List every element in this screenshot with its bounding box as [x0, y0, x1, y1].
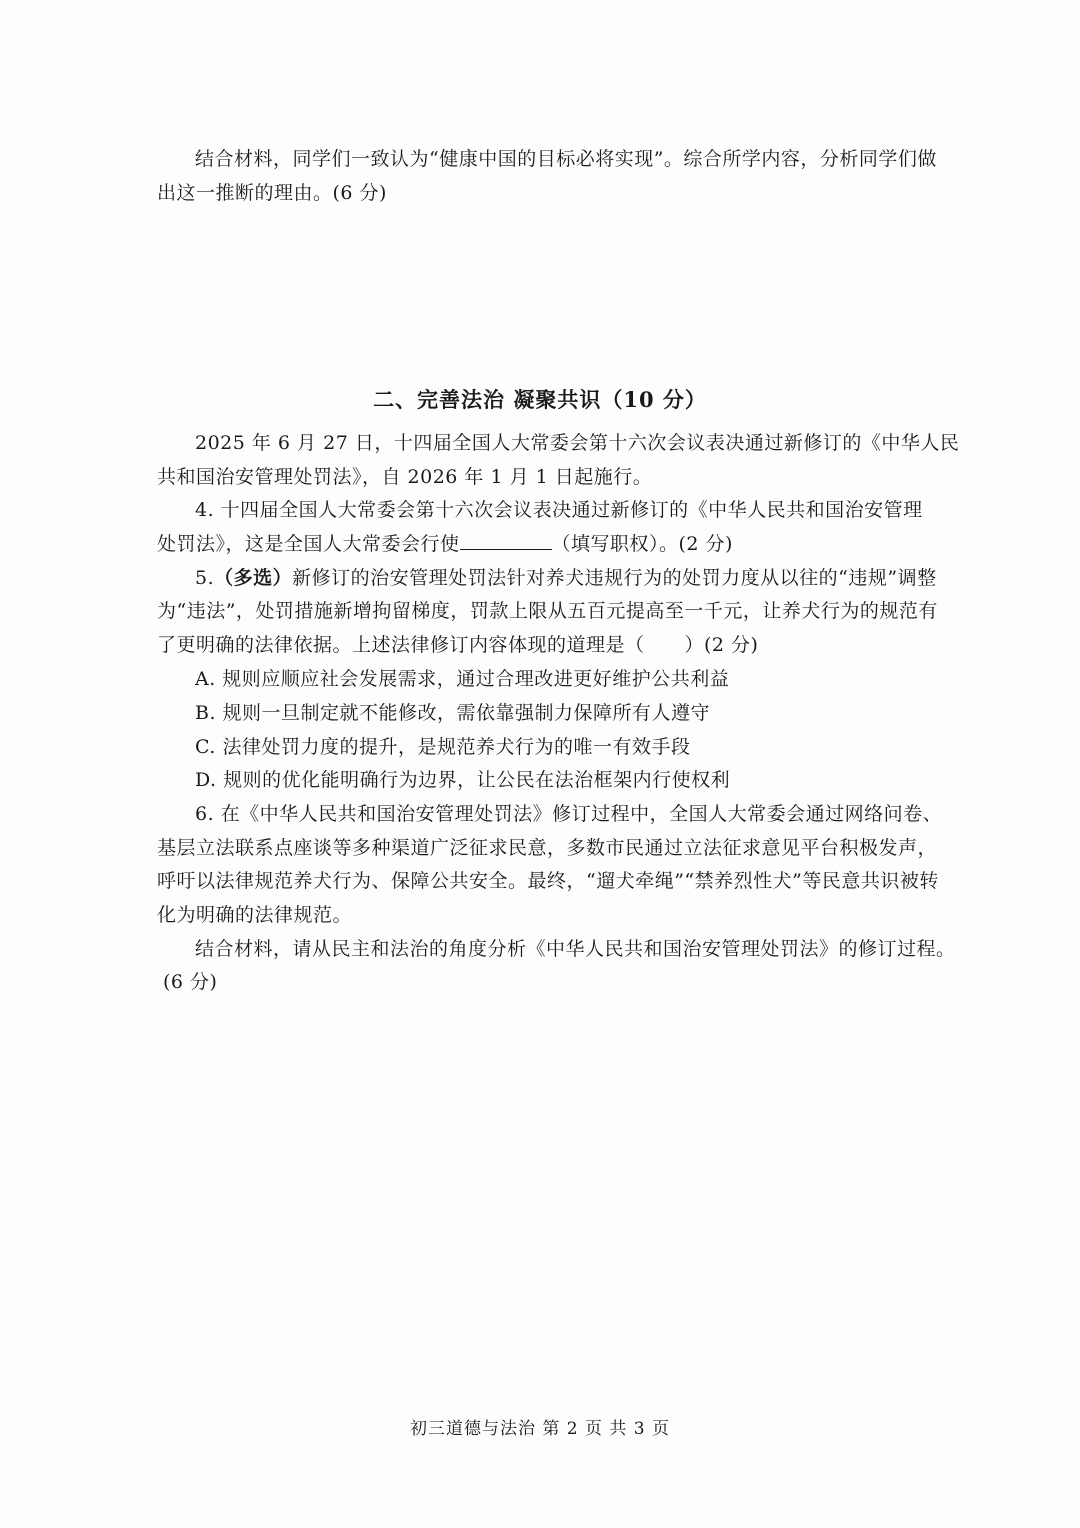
page-footer: 初三道德与法治 第 2 页 共 3 页 — [409, 1419, 671, 1439]
q4-line-2-post: （填写职权）。(2 分) — [551, 533, 733, 555]
q6-prompt-line-2: (6 分) — [163, 971, 218, 993]
q5-option-d: D. 规则的优化能明确行为边界，让公民在法治框架内行使权利 — [195, 769, 731, 791]
material-line-2: 共和国治安管理处罚法》，自 2026 年 1 月 1 日起施行。 — [157, 466, 653, 488]
q6-prompt-line-1: 结合材料，请从民主和法治的角度分析《中华人民共和国治安管理处罚法》的修订过程。 — [195, 938, 956, 960]
q4-line-2 — [157, 531, 733, 557]
q5-number: 5. — [195, 567, 215, 589]
q3-prompt-line-2: 出这一推断的理由。(6 分) — [157, 182, 387, 204]
q6-line-1: 6. 在《中华人民共和国治安管理处罚法》修订过程中，全国人大常委会通过网络问卷、 — [195, 803, 943, 825]
q4-line-2-pre: 处罚法》，这是全国人大常委会行使 — [157, 533, 460, 555]
q4-line-1: 4. 十四届全国人大常委会第十六次会议表决通过新修订的《中华人民共和国治安管理 — [195, 499, 923, 521]
q4-answer-blank[interactable] — [460, 531, 552, 550]
q5-option-c: C. 法律处罚力度的提升，是规范养犬行为的唯一有效手段 — [195, 736, 691, 758]
q5-line-1 — [195, 565, 937, 591]
q6-line-3: 呼吁以法律规范养犬行为、保障公共安全。最终，“遛犬牵绳”“禁养烈性犬”等民意共识被转 — [157, 870, 939, 892]
q5-line-3-post: ）(2 分) — [684, 634, 759, 656]
q6-line-4: 化为明确的法律规范。 — [157, 904, 353, 926]
section-2-heading: 二、完善法治 凝聚共识（10 分） — [373, 387, 707, 412]
q5-line-2: 为“违法”，处罚措施新增拘留梯度，罚款上限从五百元提高至一千元，让养犬行为的规范有 — [157, 600, 938, 622]
q6-line-2: 基层立法联系点座谈等多种渠道广泛征求民意，多数市民通过立法征求意见平台积极发声， — [157, 837, 938, 859]
q5-line-1-rest: 新修订的治安管理处罚法针对养犬违规行为的处罚力度从以往的“违规”调整 — [292, 567, 937, 589]
q3-prompt-line-1: 结合材料，同学们一致认为“健康中国的目标必将实现”。综合所学内容，分析同学们做 — [195, 148, 937, 170]
q5-option-b: B. 规则一旦制定就不能修改，需依靠强制力保障所有人遵守 — [195, 702, 711, 724]
q5-line-3 — [157, 632, 758, 658]
q5-multi-select-tag: （多选） — [214, 567, 293, 589]
q5-line-3-pre: 了更明确的法律依据。上述法律修订内容体现的道理是（ — [157, 634, 645, 656]
material-line-1: 2025 年 6 月 27 日，十四届全国人大常委会第十六次会议表决通过新修订的《中华人民 — [195, 432, 960, 454]
q5-option-a: A. 规则应顺应社会发展需求，通过合理改进更好维护公共利益 — [195, 668, 730, 690]
